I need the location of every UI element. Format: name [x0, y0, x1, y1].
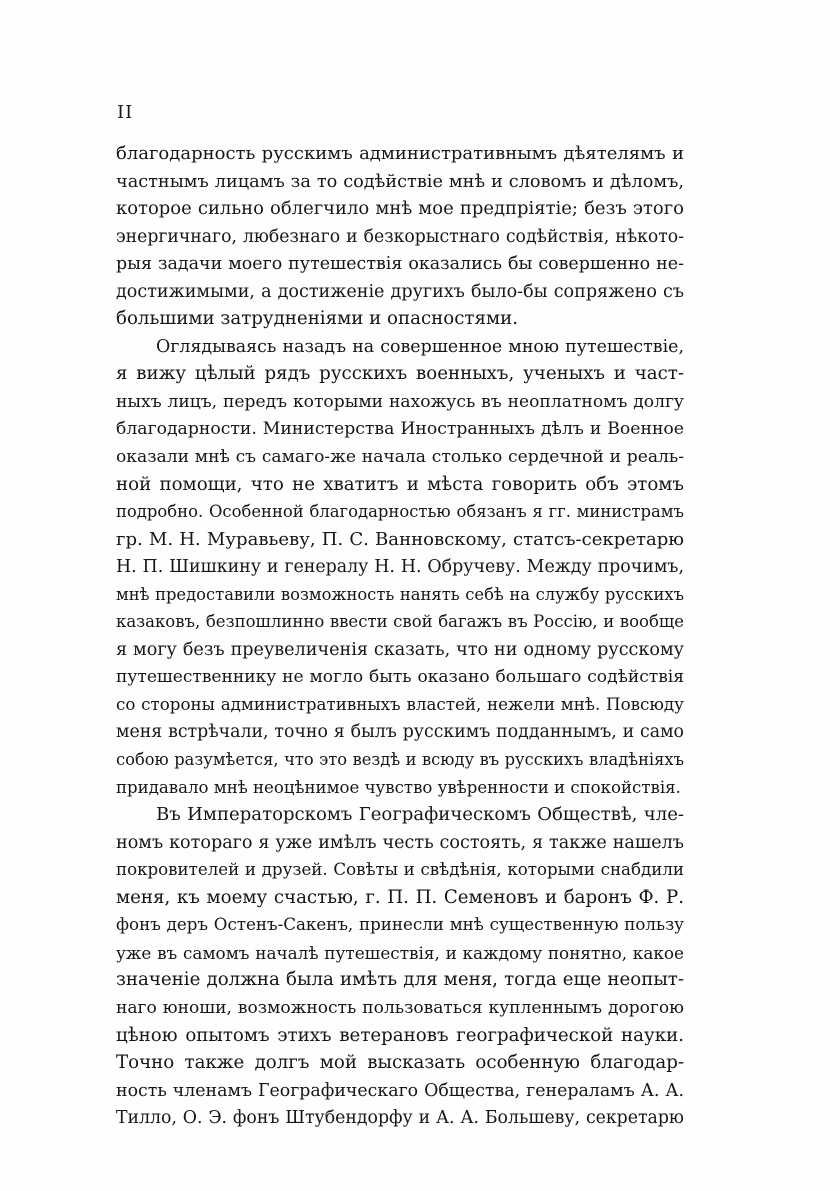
text-line: уже въ самомъ началѣ путешествія, и каждому понятно, какое — [116, 942, 684, 963]
text-line: фонъ деръ Остенъ-Сакенъ, принесли мнѣ существенную пользу — [116, 915, 684, 935]
text-line: гр. М. Н. Муравьеву, П. С. Ванновскому, статсъ-секретарю — [116, 528, 684, 550]
text-line: казаковъ, безпошлинно ввести свой багажъ въ Россію, и вообще — [116, 612, 684, 632]
text-line: большими затрудненіями и опасностями. — [116, 308, 518, 330]
text-line: Тилло, О. Э. фонъ Штубендорфу и А. А. Большеву, секретарю — [116, 1108, 684, 1129]
text-line: меня, къ моему счастью, г. П. П. Семеновъ и баронъ Ф. Р. — [116, 886, 684, 908]
text-line: Точно также долгъ мой высказать особенную благодар- — [116, 1052, 684, 1074]
text-line: я могу безъ преувеличенія сказать, что ни одному русскому — [116, 639, 684, 660]
text-line: благодарности. Министерства Иностранныхъ дѣлъ и Военное — [116, 419, 684, 440]
page-number: II — [117, 102, 134, 123]
text-line: меня встрѣчали, точно я былъ русскимъ подданнымъ, и само — [116, 722, 684, 743]
text-line: энергичнаго, любезнаго и безкорыстнаго содѣйствія, нѣкото- — [116, 226, 684, 247]
text-line: рыя задачи моего путешествія оказались бы совершенно не- — [116, 254, 684, 275]
text-line: цѣною опытомъ этихъ ветерановъ географической науки. — [116, 1024, 684, 1046]
text-line: покровителей и друзей. Совѣты и свѣдѣнія, которыми снабдили — [116, 860, 684, 880]
text-line: Оглядываясь назадъ на совершенное мною путешествіе, — [156, 336, 684, 357]
text-line: частнымъ лицамъ за то содѣйствіе мнѣ и словомъ и дѣломъ, — [116, 171, 684, 192]
text-line: номъ котораго я уже имѣлъ честь состоять, я также нашелъ — [116, 832, 684, 853]
text-line: наго юноши, возможность пользоваться купленнымъ дорогою — [116, 997, 684, 1018]
body-text — [116, 141, 684, 1133]
text-line: Въ Императорскомъ Географическомъ Обществѣ, чле- — [156, 804, 684, 826]
text-line: ной помощи, что не хватитъ и мѣста говорить объ этомъ — [116, 473, 684, 495]
text-line: значеніе должна была имѣть для меня, тогда еще неопыт- — [116, 969, 684, 991]
text-line: благодарность русскимъ административнымъ дѣятелямъ и — [116, 143, 684, 164]
text-line: со стороны административныхъ властей, нежели мнѣ. Повсюду — [116, 694, 684, 714]
text-line: подробно. Особенной благодарностью обязанъ я гг. министрамъ — [116, 502, 684, 522]
text-line: путешественнику не могло быть оказано большаго содѣйствія — [116, 667, 684, 688]
text-line: собою разумѣется, что это вездѣ и всюду въ русскихъ владѣніяхъ — [116, 750, 684, 770]
text-line: которое сильно облегчило мнѣ мое предпріятіе; безъ этого — [116, 198, 684, 220]
text-line: ность членамъ Географическаго Общества, генераламъ А. А. — [116, 1080, 684, 1101]
text-line: ныхъ лицъ, передъ которыми нахожусь въ неоплатномъ долгу — [116, 391, 684, 412]
text-line: оказали мнѣ съ самаго-же начала столько сердечной и реаль- — [116, 447, 684, 468]
text-line: достижимыми, а достиженіе другихъ было-бы сопряжено съ — [116, 281, 684, 302]
text-line: я вижу цѣлый рядъ русскихъ военныхъ, ученыхъ и част- — [116, 363, 684, 385]
text-line: мнѣ предоставили возможность нанять себѣ на службу русскихъ — [116, 584, 684, 604]
text-line: Н. П. Шишкину и генералу Н. Н. Обручеву. Между прочимъ, — [116, 557, 684, 578]
text-line: придавало мнѣ неоцѣнимое чувство увѣренности и спокойствія. — [116, 777, 681, 797]
